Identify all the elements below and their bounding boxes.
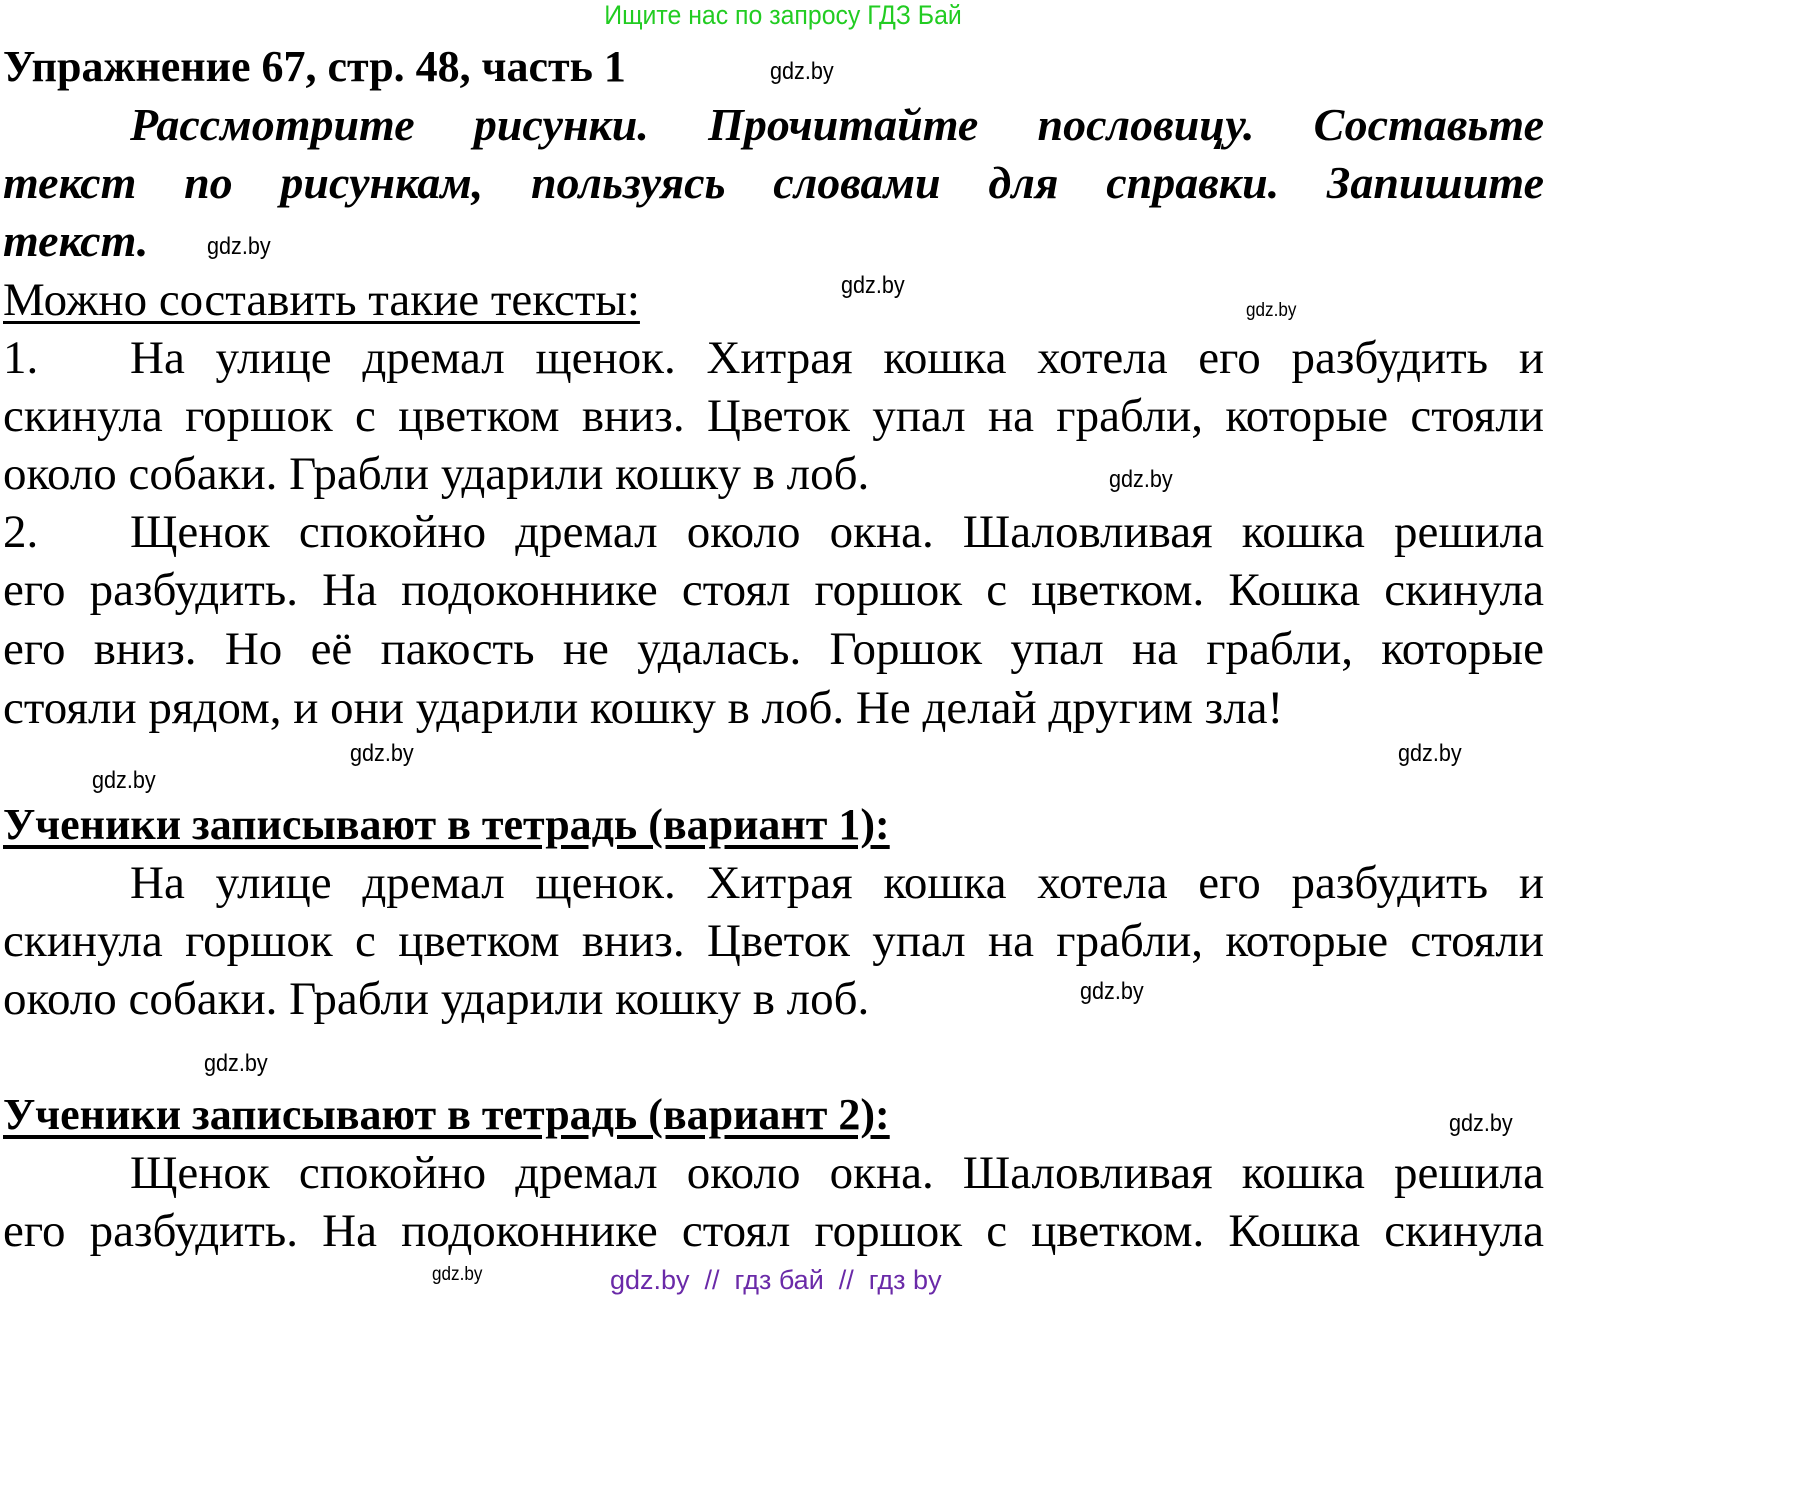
title-text: Упражнение 67, стр. 48, часть 1 — [3, 42, 626, 91]
text-line: его вниз. Но её пакость не удалась. Горшок упал на грабли, которые — [3, 623, 1544, 675]
watermark: gdz.by — [1398, 740, 1462, 767]
watermark: gdz.by — [207, 233, 271, 260]
intro-heading: Можно составить такие тексты: — [3, 274, 640, 326]
task-line: Рассмотрите рисунки. Прочитайте пословицу. Составьте — [130, 99, 1544, 150]
watermark: gdz.by — [1449, 1110, 1513, 1137]
watermark: gdz.by — [841, 272, 905, 299]
heading-variant-1: Ученики записывают в тетрадь (вариант 1): — [3, 800, 890, 849]
line-text: На улице дремал щенок. Хитрая кошка хотела его разбудить и — [130, 332, 1544, 384]
watermark: gdz.by — [204, 1050, 268, 1077]
exercise-title — [3, 38, 626, 96]
text-line — [3, 503, 1544, 561]
text-line: его разбудить. На подоконнике стоял горшок с цветком. Кошка скинула — [3, 1205, 1544, 1257]
text-line: скинула горшок с цветком вниз. Цветок упал на грабли, которые стояли — [3, 390, 1544, 442]
search-banner: Ищите нас по запросу ГДЗ Бай — [604, 0, 962, 30]
watermark: gdz.by — [92, 767, 156, 794]
text-line — [3, 329, 1544, 387]
watermark: gdz.by — [432, 1264, 483, 1285]
intro-line — [3, 271, 640, 329]
text-line: Щенок спокойно дремал около окна. Шаловливая кошка решила — [130, 1147, 1544, 1199]
item-number: 2. — [3, 506, 39, 558]
text-line: около собаки. Грабли ударили кошку в лоб. — [3, 448, 870, 500]
footer-links: gdz.by // гдз бай // гдз by — [610, 1265, 942, 1295]
text-line: На улице дремал щенок. Хитрая кошка хотела его разбудить и — [130, 857, 1544, 909]
watermark: gdz.by — [1080, 978, 1144, 1005]
text-line: около собаки. Грабли ударили кошку в лоб. — [3, 973, 870, 1025]
text-line: его разбудить. На подоконнике стоял горшок с цветком. Кошка скинула — [3, 564, 1544, 616]
watermark: gdz.by — [770, 58, 834, 85]
watermark: gdz.by — [350, 740, 414, 767]
heading-variant-2: Ученики записывают в тетрадь (вариант 2): — [3, 1090, 890, 1139]
text-line: скинула горшок с цветком вниз. Цветок упал на грабли, которые стояли — [3, 915, 1544, 967]
watermark: gdz.by — [1109, 466, 1173, 493]
line-text: Щенок спокойно дремал около окна. Шаловливая кошка решила — [130, 506, 1544, 558]
text-line: стояли рядом, и они ударили кошку в лоб. Не делай другим зла! — [3, 682, 1284, 734]
task-line: текст. — [3, 215, 149, 266]
task-line: текст по рисункам, пользуясь словами для справки. Запишите — [3, 157, 1544, 208]
watermark: gdz.by — [1246, 300, 1297, 321]
item-number: 1. — [3, 332, 39, 384]
